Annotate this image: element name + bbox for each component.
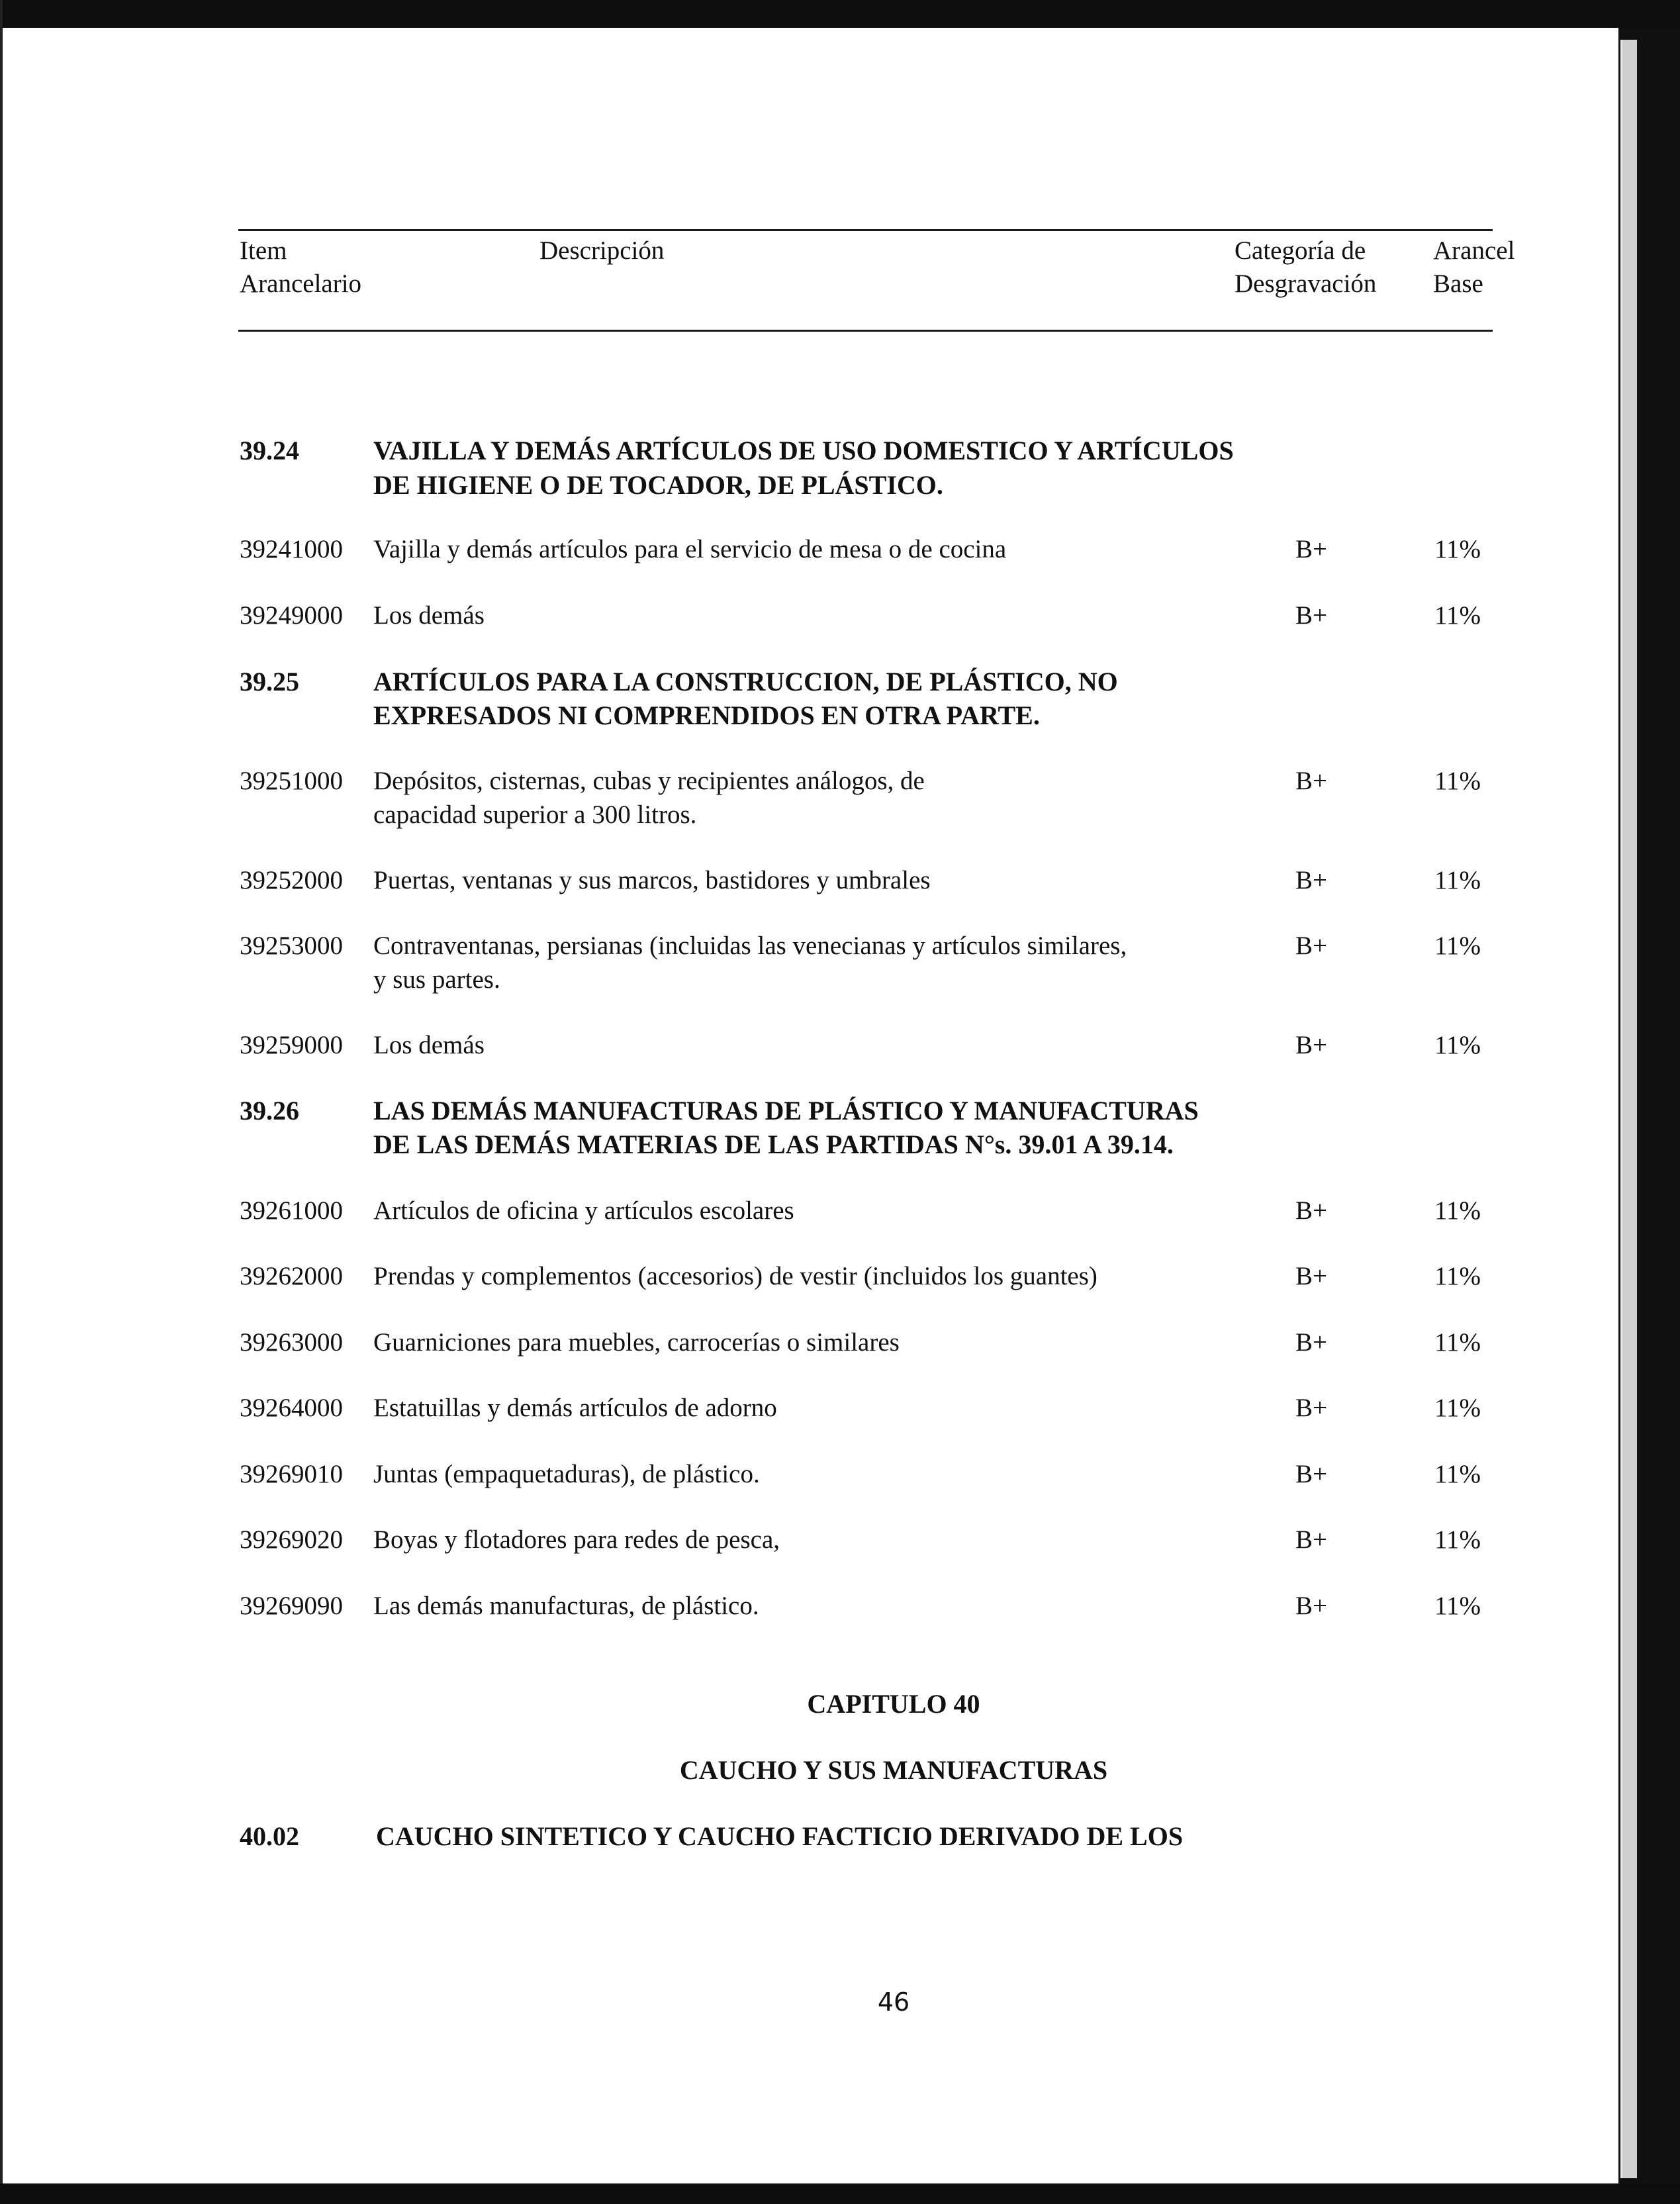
item-category: B+ bbox=[1295, 1031, 1328, 1059]
item-category: B+ bbox=[1295, 1394, 1328, 1422]
item-description: Puertas, ventanas y sus marcos, bastidores y umbrales bbox=[373, 866, 931, 894]
item-tariff: 11% bbox=[1434, 1525, 1481, 1554]
heading-title: LAS DEMÁS MANUFACTURAS DE PLÁSTICO Y MANUFACTURAS bbox=[373, 1096, 1199, 1126]
item-tariff: 11% bbox=[1434, 1328, 1481, 1357]
heading-title: ARTÍCULOS PARA LA CONSTRUCCION, DE PLÁSTICO, NO bbox=[373, 667, 1118, 696]
item-tariff: 11% bbox=[1434, 1394, 1481, 1422]
item-category: B+ bbox=[1295, 767, 1328, 795]
item-category: B+ bbox=[1295, 1525, 1328, 1554]
item-code: 39249000 bbox=[240, 601, 343, 630]
item-code: 39253000 bbox=[240, 932, 343, 960]
item-code: 39241000 bbox=[240, 535, 343, 563]
header-top-rule bbox=[238, 229, 1493, 231]
item-category: B+ bbox=[1295, 932, 1328, 960]
item-tariff: 11% bbox=[1434, 1592, 1481, 1620]
heading-title: EXPRESADOS NI COMPRENDIDOS EN OTRA PARTE. bbox=[373, 700, 1040, 730]
item-category: B+ bbox=[1295, 866, 1328, 894]
item-code: 39269010 bbox=[240, 1460, 343, 1488]
item-description: Contraventanas, persianas (incluidas las venecianas y artículos similares, bbox=[373, 932, 1127, 960]
item-category: B+ bbox=[1295, 1328, 1328, 1357]
item-code: 39259000 bbox=[240, 1031, 343, 1059]
scan-page-edge bbox=[1620, 40, 1637, 2178]
item-category: B+ bbox=[1295, 1196, 1328, 1225]
heading-code: 39.25 bbox=[240, 667, 299, 696]
item-description: Estatuillas y demás artículos de adorno bbox=[373, 1394, 777, 1422]
heading-title: DE LAS DEMÁS MATERIAS DE LAS PARTIDAS N°s. 39.01 A 39.14. bbox=[373, 1129, 1174, 1159]
item-code: 39269020 bbox=[240, 1525, 343, 1554]
item-description: Los demás bbox=[373, 1031, 485, 1059]
header-arancel-line1: Arancel bbox=[1433, 236, 1515, 265]
item-description: Artículos de oficina y artículos escolares bbox=[373, 1196, 794, 1225]
page-number: 46 bbox=[877, 1988, 910, 2017]
item-category: B+ bbox=[1295, 1262, 1328, 1290]
item-code: 39263000 bbox=[240, 1328, 343, 1357]
heading-title: DE HIGIENE O DE TOCADOR, DE PLÁSTICO. bbox=[373, 470, 943, 500]
item-description: Juntas (empaquetaduras), de plástico. bbox=[373, 1460, 760, 1488]
item-category: B+ bbox=[1295, 1592, 1328, 1620]
item-description: Prendas y complementos (accesorios) de vestir (incluidos los guantes) bbox=[373, 1262, 1097, 1290]
item-code: 39262000 bbox=[240, 1262, 343, 1290]
header-item-line2: Arancelario bbox=[240, 269, 362, 298]
item-tariff: 11% bbox=[1434, 1196, 1481, 1225]
item-code: 39264000 bbox=[240, 1394, 343, 1422]
item-code: 39269090 bbox=[240, 1592, 343, 1620]
header-item-line1: Item bbox=[240, 236, 287, 265]
item-tariff: 11% bbox=[1434, 535, 1481, 563]
item-category: B+ bbox=[1295, 601, 1328, 630]
item-tariff: 11% bbox=[1434, 1460, 1481, 1488]
heading-title: VAJILLA Y DEMÁS ARTÍCULOS DE USO DOMESTICO Y ARTÍCULOS bbox=[373, 436, 1234, 465]
item-tariff: 11% bbox=[1434, 767, 1481, 795]
chapter-title: CAPITULO 40 bbox=[807, 1689, 980, 1719]
item-category: B+ bbox=[1295, 1460, 1328, 1488]
heading-code: 39.24 bbox=[240, 436, 299, 465]
item-code: 39252000 bbox=[240, 866, 343, 894]
chapter-subtitle: CAUCHO Y SUS MANUFACTURAS bbox=[679, 1755, 1108, 1785]
header-bottom-rule bbox=[238, 330, 1493, 332]
item-description: Depósitos, cisternas, cubas y recipientes análogos, de bbox=[373, 767, 925, 795]
item-description-cont: capacidad superior a 300 litros. bbox=[373, 800, 697, 829]
item-code: 39251000 bbox=[240, 767, 343, 795]
item-description: Vajilla y demás artículos para el servicio de mesa o de cocina bbox=[373, 535, 1007, 563]
item-code: 39261000 bbox=[240, 1196, 343, 1225]
header-category-line1: Categoría de bbox=[1235, 236, 1366, 265]
item-description: Los demás bbox=[373, 601, 485, 630]
header-description: Descripción bbox=[539, 236, 665, 265]
header-arancel-line2: Base bbox=[1433, 269, 1483, 298]
header-category-line2: Desgravación bbox=[1235, 269, 1377, 298]
item-tariff: 11% bbox=[1434, 601, 1481, 630]
heading-title: CAUCHO SINTETICO Y CAUCHO FACTICIO DERIVADO DE LOS bbox=[376, 1821, 1184, 1851]
item-tariff: 11% bbox=[1434, 1031, 1481, 1059]
heading-code: 39.26 bbox=[240, 1096, 299, 1126]
item-tariff: 11% bbox=[1434, 932, 1481, 960]
item-category: B+ bbox=[1295, 535, 1328, 563]
item-description: Las demás manufacturas, de plástico. bbox=[373, 1592, 759, 1620]
item-description-cont: y sus partes. bbox=[373, 965, 500, 994]
item-tariff: 11% bbox=[1434, 866, 1481, 894]
item-description: Guarniciones para muebles, carrocerías o similares bbox=[373, 1328, 900, 1357]
heading-code: 40.02 bbox=[240, 1821, 299, 1851]
item-description: Boyas y flotadores para redes de pesca, bbox=[373, 1525, 780, 1554]
item-tariff: 11% bbox=[1434, 1262, 1481, 1290]
scan-border-bottom bbox=[0, 2183, 1680, 2204]
